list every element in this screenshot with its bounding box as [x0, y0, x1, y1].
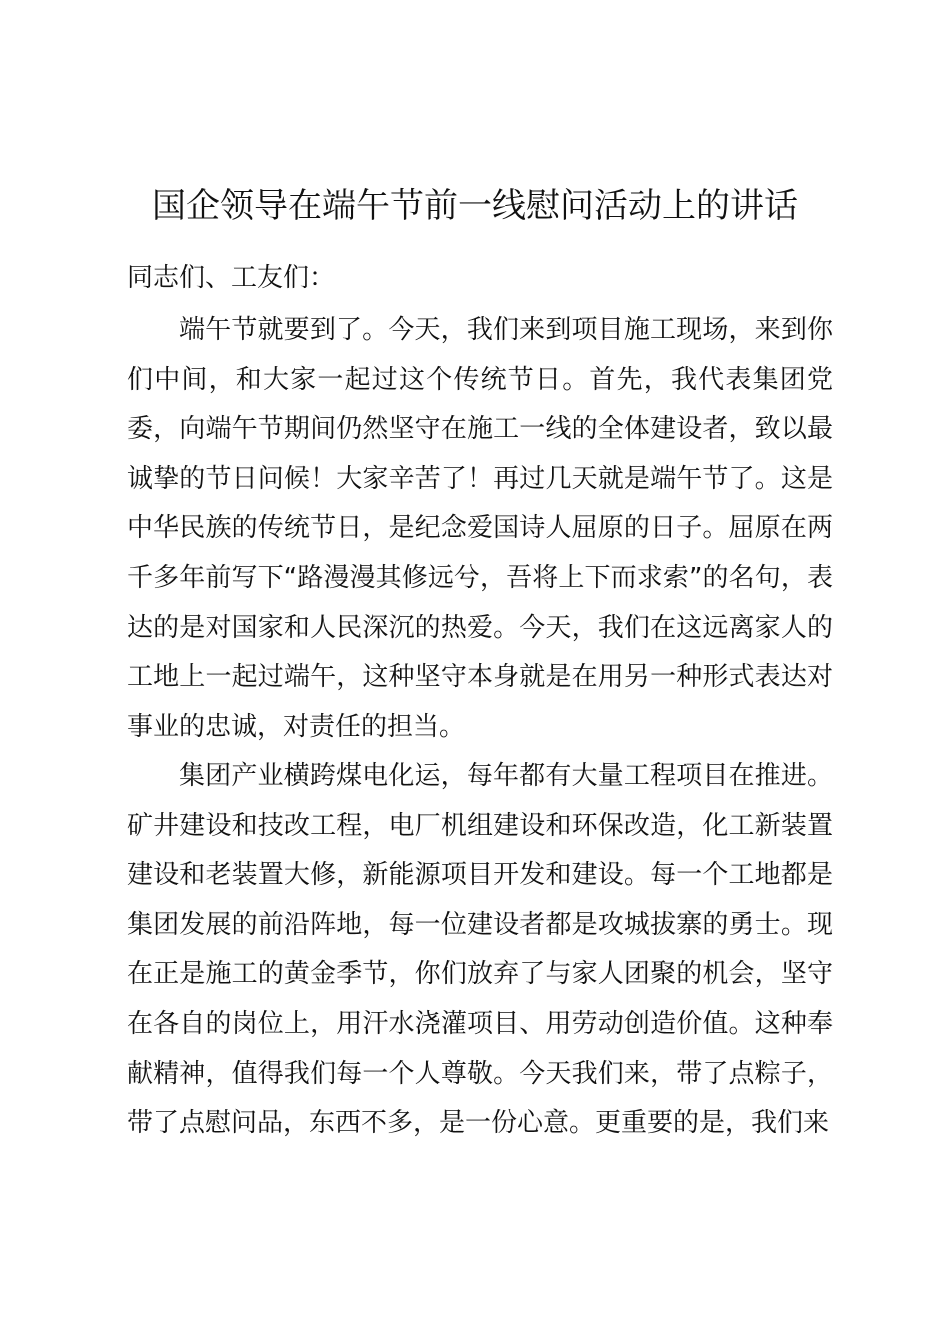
paragraph-2: 集团产业横跨煤电化运，每年都有大量工程项目在推进。矿井建设和技改工程，电厂机组建设和环保改造，化工新装置建设和老装置大修，新能源项目开发和建设。每一个工地都是集团发展的前沿阵地，每一位建设者都是攻城拔寨的勇士。现在正是施工的黄金季节，你们放弃了与家人团聚的机会，坚守在各自的岗位上，用汗水浇灌项目、用劳动创造价值。这种奉献精神，值得我们每一个人尊敬。今天我们来，带了点粽子，带了点慰问品，东西不多，是一份心意。更重要的是，我们来 [127, 761, 833, 1139]
document-title: 国企领导在端午节前一线慰问活动上的讲话 [152, 186, 798, 226]
salutation: 同志们、工友们： [127, 263, 336, 293]
paragraph-1: 端午节就要到了。今天，我们来到项目施工现场，来到你们中间，和大家一起过这个传统节日。首先，我代表集团党委，向端午节期间仍然坚守在施工一线的全体建设者，致以最诚挚的节日问候！大家辛苦了！再过几天就是端午节了。这是中华民族的传统节日，是纪念爱国诗人屈原的日子。屈原在两千多年前写下“路漫漫其修远兮，吾将上下而求索”的名句，表达的是对国家和人民深沉的热爱。今天，我们在这远离家人的工地上一起过端午，这种坚守本身就是在用另一种形式表达对事业的忠诚，对责任的担当。 [127, 315, 833, 742]
